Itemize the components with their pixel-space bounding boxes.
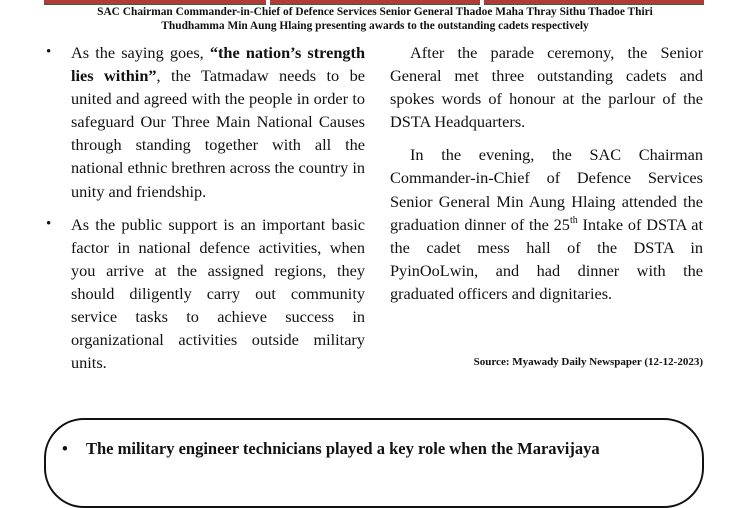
- ordinal-suffix: th: [569, 214, 578, 226]
- highlight-text: The military engineer technicians played a key role when the Maravijaya: [86, 439, 600, 458]
- paragraph-parade: After the parade ceremony, the Senior General met three outstanding cadets and spokes words of honour at the parlour of the DSTA Headquarters.: [390, 43, 703, 132]
- caption-line-1: SAC Chairman Commander-in-Chief of Defence Services Senior General Thadoe Maha Thray Sithu Thadoe Thiri: [97, 6, 653, 18]
- caption-line-2: Thudhamma Min Aung Hlaing presenting awards to the outstanding cadets respectively: [161, 20, 589, 32]
- paragraph-dinner-post: Intake of DSTA at the cadet mess hall of the DSTA in PyinOoLwin, and had dinner with the graduated officers and dignitaries.: [390, 214, 703, 303]
- source-credit: Source: Myawady Daily Newspaper (12-12-2023): [473, 356, 703, 368]
- photo-strip: [0, 0, 750, 4]
- highlight-box-text: [62, 438, 702, 460]
- highlight-box: [44, 418, 704, 508]
- paragraph-dinner: [390, 143, 703, 305]
- bullet-item-2: • As the public support is an important basic factor in national defence activities, when you arrive at the assigned regions, they should diligently carry out community service tasks to achieve success in organizational activities outside military units.: [42, 213, 365, 375]
- bullet-item-1: [42, 41, 365, 203]
- bullet-1-quote: “the nation’s strength lies within”: [71, 43, 366, 86]
- paragraph-dinner-pre: In the evening, the SAC Chairman Commander-in-Chief of Defence Services Senior General Min Aung Hlaing attended the graduation dinner of the 25: [390, 145, 703, 234]
- bullet-1-pre: As the saying goes,: [71, 43, 210, 62]
- bullet-1-post: , the Tatmadaw needs to be united and agreed with the people in order to safeguard Our Three Main National Causes through standing together with all the national ethnic brethren across the country in unity and friendship.: [71, 66, 365, 201]
- right-column: [390, 41, 703, 315]
- highlight-bullet: •: [62, 439, 68, 458]
- left-column-bullets: [42, 41, 365, 384]
- photo-caption: [0, 5, 750, 33]
